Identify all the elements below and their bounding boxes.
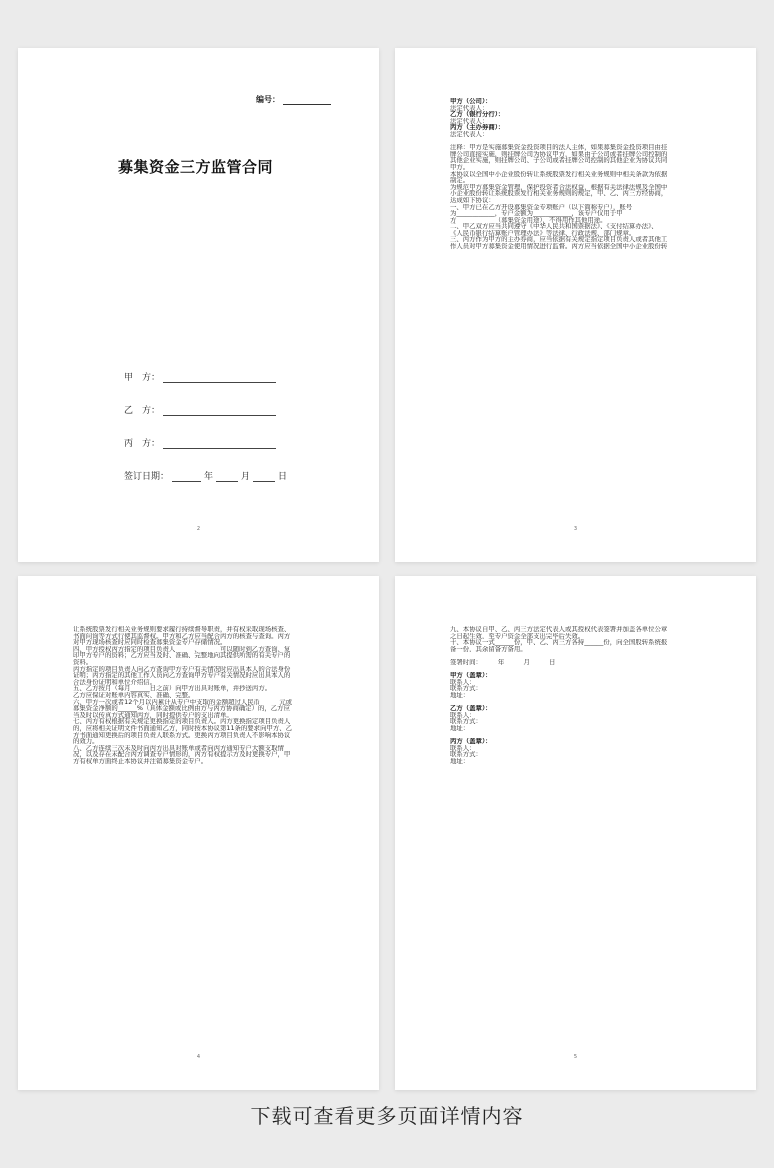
text-line <box>450 699 712 706</box>
page-text <box>450 626 712 764</box>
text-line: 签署时间： 年 月 日 <box>450 658 556 666</box>
text-line: 法定代表人： <box>450 130 489 138</box>
party-b-label: 乙 方： <box>124 406 161 416</box>
text-line <box>450 732 712 739</box>
text-line: 四、甲方授权丙方指定的项目负责人______、______可以随时到乙方查询、复 <box>73 645 291 653</box>
section-heading: 甲方（公司）： <box>450 98 492 105</box>
document-page-signatures <box>395 576 756 1090</box>
text-line: 方____________（募集资金用途），不得用作其他用途。 <box>450 216 607 224</box>
document-page-cover <box>18 48 379 562</box>
text-line: 资料。 <box>73 658 93 666</box>
party-c-line <box>163 439 276 449</box>
text-line: 八、乙方连续三次未及时向丙方出具对账单或者向丙方通知专户大额支取情 <box>73 744 284 752</box>
section-heading: 甲方（盖章）： <box>450 672 492 679</box>
text-line: 《人民币银行结算账户管理办法》等法律、行政法规、部门规章。 <box>450 229 636 237</box>
text-line: 方有权单方面终止本协议并注销募集资金专户。 <box>73 757 208 765</box>
year-label: 年 <box>204 472 214 482</box>
text-line <box>450 138 712 145</box>
text-line: 之日起生效，至专户资金全部支出完毕后失效。 <box>450 632 585 640</box>
text-line: 联系方式： <box>450 685 482 692</box>
contract-number-field <box>256 94 331 105</box>
text-line: 七、丙方有权根据有关规定更换指定的项目负责人。丙方更换指定项目负责人 <box>73 718 291 725</box>
text-line: 一、甲方已在乙方开设募集资金专项账户（以下简称专户），账号 <box>450 203 633 211</box>
text-line: 联系人： <box>450 678 476 686</box>
text-line: 募集资金净额的______%（具体金额或比例由方与丙方协商确定）的，乙方应 <box>73 705 290 712</box>
text-line: 地址： <box>450 691 470 699</box>
party-c-label: 丙 方： <box>124 439 161 449</box>
page-text <box>450 98 712 250</box>
text-line: 方书面通知更换后的项目负责人联系方式。更换丙方项目负责人不影响本协议 <box>73 731 291 739</box>
section-heading: 乙方（银行分行）： <box>450 111 505 118</box>
sign-date-field <box>124 469 287 482</box>
text-line: 制定。 <box>450 177 470 184</box>
text-line: 注释：甲方是实施募集资金投资项目的法人主体，如果募集资金投资项目由挂 <box>450 144 668 151</box>
party-a-field <box>124 370 276 383</box>
section-heading: 乙方（盖章）： <box>450 705 492 712</box>
contract-number-label: 编号： <box>256 95 280 104</box>
month-label: 月 <box>241 472 251 482</box>
text-line: 六、甲方一次或者12个月以内累计从专户中支取的金额超过人民币______元或 <box>73 698 293 706</box>
text-line: 备一份，其余留备方备用。 <box>450 645 527 653</box>
text-line: 五、乙方按月（每月______日之前）向甲方出具对账单，并抄送丙方。 <box>73 685 272 692</box>
section-heading: 丙方（主办券商）： <box>450 124 505 131</box>
section-heading: 丙方（盖章）： <box>450 738 492 745</box>
text-line: 印甲方专户的资料；乙方应当及时、准确、完整地向其提供所需的有关专户的 <box>73 652 291 659</box>
text-line: 乙方应保证对账单内容真实、准确、完整。 <box>73 691 195 699</box>
text-line <box>450 666 712 673</box>
page-number: 5 <box>573 1054 578 1060</box>
text-line: 为____________，专户金额为____________，该专户仅用于甲 <box>450 210 623 217</box>
text-line: 达成如下协议： <box>450 196 495 204</box>
page-text <box>73 626 335 764</box>
text-line: 书面问询等方式行使其监督权。甲方和乙方应当配合丙方的核查与查询。丙方 <box>73 632 291 640</box>
day-line <box>253 472 275 482</box>
year-line <box>172 472 201 482</box>
sign-date-label: 签订日期： <box>124 472 170 482</box>
contract-number-line <box>283 95 331 105</box>
text-line: 九、本协议自甲、乙、丙三方法定代表人或其授权代表签署并加盖各单位公章 <box>450 626 668 633</box>
download-more-caption: 下载可查看更多页面详情内容 <box>250 1104 524 1128</box>
text-line: 况，以及存在未配合丙方调查专户情形的，丙方有权提示方及时更换专户，甲 <box>73 751 291 758</box>
text-line: 的效力。 <box>73 738 99 745</box>
text-line: 本协议以全国中小企业股份转让系统股票发行相关业务规则中相关条款为依据 <box>450 170 668 178</box>
text-line <box>450 652 712 659</box>
month-line <box>216 472 238 482</box>
party-b-field <box>124 403 276 416</box>
text-line: 作人员对甲方募集资金使用情况进行监督。丙方应当依据全国中小企业股份转 <box>450 243 668 250</box>
day-label: 日 <box>278 472 288 482</box>
text-line: 小企业股份转让系统股票发行相关业务规则的规定，甲、乙、丙三方经协商， <box>450 190 668 197</box>
text-line: 对甲方现场核查时应同时检查募集资金专户存储情况。 <box>73 639 227 646</box>
document-title: 募集资金三方监管合同 <box>118 158 274 176</box>
text-line: 地址： <box>450 757 470 765</box>
text-line: 丙方指定的项目负责人向乙方查询甲方专户有关情况时应出具本人的合法身份 <box>73 665 291 673</box>
text-line: 二、甲乙双方应当共同遵守《中华人民共和国票据法》、《支付结算办法》、 <box>450 223 658 230</box>
party-a-label: 甲 方： <box>124 373 161 383</box>
text-line: 联系人： <box>450 711 476 719</box>
text-line: 让系统股票发行相关业务规则要求履行持续督导职责，并有权采取现场核查、 <box>73 626 291 633</box>
page-number: 2 <box>196 526 201 532</box>
text-line: 合法身份证明和单位介绍信。 <box>73 678 157 686</box>
document-page-clauses <box>18 576 379 1090</box>
page-number: 3 <box>573 526 578 532</box>
party-a-line <box>163 373 276 383</box>
text-line: 联系人： <box>450 744 476 752</box>
text-line: 当及时以传真方式通知丙方，同时提供专户的支出清单。 <box>73 711 233 719</box>
text-line: 联系方式： <box>450 751 482 758</box>
text-line: 地址： <box>450 724 470 732</box>
text-line: 证明；丙方指定的其他工作人员向乙方查询甲方专户有关情况时应出具本人的 <box>73 672 291 679</box>
text-line: 法定代表人： <box>450 104 489 112</box>
text-line: 的，应将相关证明文件书面通知乙方，同时按本协议第11条的要求向甲方、乙 <box>73 724 293 732</box>
text-line: 为规范甲方募集资金管理，保护投资者合法权益，根据有关法律法规及全国中 <box>450 183 668 191</box>
text-line: 法定代表人： <box>450 117 489 125</box>
document-page-parties <box>395 48 756 562</box>
text-line: 联系方式： <box>450 718 482 725</box>
text-line: 甲方。 <box>450 163 470 171</box>
text-line: 其他企业实施，则挂牌公司、子公司或者挂牌公司控制的其他企业为协议共同 <box>450 157 668 164</box>
text-line: 牌公司直接实施，则挂牌公司为协议甲方，如果由子公司或者挂牌公司控制的 <box>450 150 668 158</box>
party-c-field <box>124 436 276 449</box>
text-line: 十、本协议一式______份，甲、乙、丙三方各持______份，向全国股转系统报 <box>450 639 668 646</box>
party-b-line <box>163 406 276 416</box>
page-number: 4 <box>196 1054 201 1060</box>
text-line: 三、丙方作为甲方的主办券商，应当依据有关规定指定项目负责人或者其他工 <box>450 236 668 244</box>
